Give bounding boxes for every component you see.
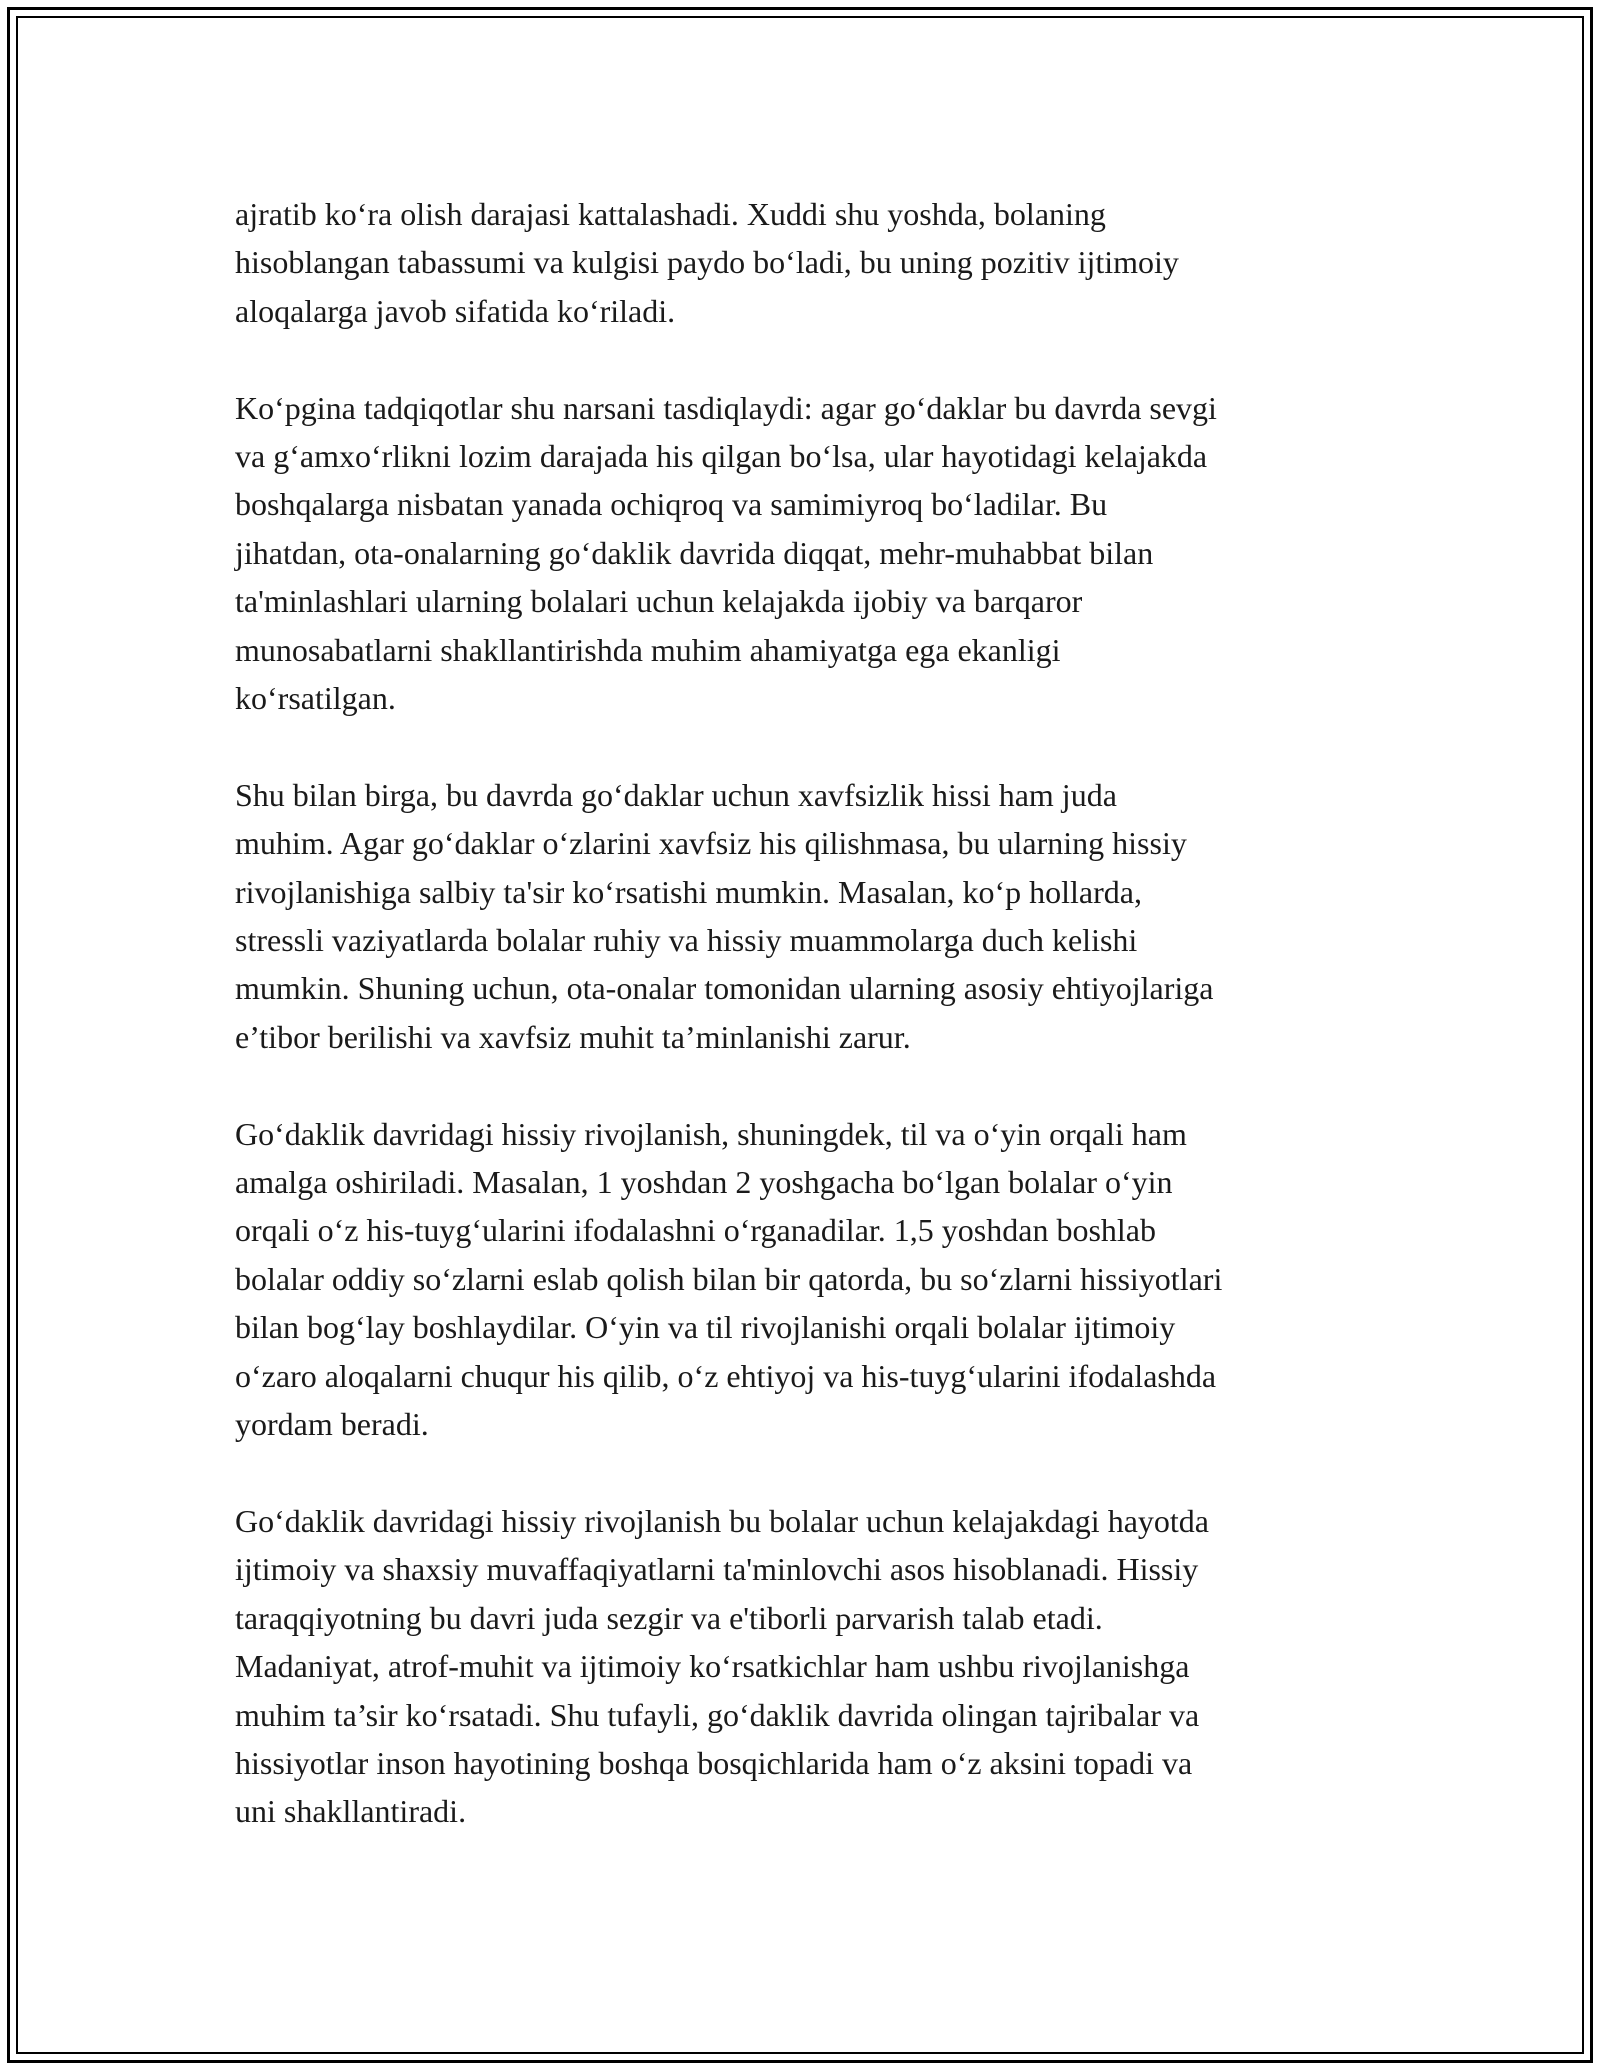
text-line: muhim ta’sir ko‘rsatadi. Shu tufayli, go‘daklik davrida olingan tajribalar va — [235, 1696, 1200, 1733]
text-line: stressli vaziyatlarda bolalar ruhiy va hissiy muammolarga duch kelishi — [235, 922, 1138, 959]
text-line: muhim. Agar go‘daklar o‘zlarini xavfsiz his qilishmasa, bu ularning hissiy — [235, 825, 1187, 862]
paragraph-5 — [235, 1497, 1375, 1836]
text-line: taraqqiyotning bu davri juda sezgir va e'tiborli parvarish talab etadi. — [235, 1599, 1103, 1636]
text-line: ijtimoiy va shaxsiy muvaffaqiyatlarni ta'minlovchi asos hisoblanadi. Hissiy — [235, 1551, 1199, 1588]
text-line: e’tibor berilishi va xavfsiz muhit ta’minlanishi zarur. — [235, 1018, 911, 1055]
text-line: Go‘daklik davridagi hissiy rivojlanish, shuningdek, til va o‘yin orqali ham — [235, 1115, 1187, 1152]
text-line: ko‘rsatilgan. — [235, 680, 396, 717]
text-line: bolalar oddiy so‘zlarni eslab qolish bilan bir qatorda, bu so‘zlarni hissiyotlari — [235, 1260, 1223, 1297]
paragraph-1 — [235, 190, 1375, 335]
text-line: jihatdan, ota-onalarning go‘daklik davrida diqqat, mehr-muhabbat bilan — [235, 534, 1154, 571]
text-line: uni shakllantiradi. — [235, 1793, 467, 1830]
text-line: amalga oshiriladi. Masalan, 1 yoshdan 2 yoshgacha bo‘lgan bolalar o‘yin — [235, 1164, 1173, 1201]
text-line: yordam beradi. — [235, 1406, 429, 1443]
text-line: hisoblangan tabassumi va kulgisi paydo bo‘ladi, bu uning pozitiv ijtimoiy — [235, 244, 1179, 281]
text-line: boshqalarga nisbatan yanada ochiqroq va samimiyroq bo‘ladilar. Bu — [235, 486, 1108, 523]
text-line: munosabatlarni shakllantirishda muhim ahamiyatga ega ekanligi — [235, 631, 1061, 668]
text-line: aloqalarga javob sifatida ko‘riladi. — [235, 292, 676, 329]
text-line: orqali o‘z his-tuyg‘ularini ifodalashni o‘rganadilar. 1,5 yoshdan boshlab — [235, 1212, 1156, 1249]
text-line: Madaniyat, atrof-muhit va ijtimoiy ko‘rsatkichlar ham ushbu rivojlanishga — [235, 1648, 1190, 1685]
text-line: bilan bog‘lay boshlaydilar. O‘yin va til rivojlanishi orqali bolalar ijtimoiy — [235, 1309, 1176, 1346]
paragraph-4 — [235, 1110, 1375, 1449]
text-line: rivojlanishiga salbiy ta'sir ko‘rsatishi mumkin. Masalan, ko‘p hollarda, — [235, 873, 1142, 910]
document-body — [235, 190, 1375, 1884]
text-line: Shu bilan birga, bu davrda go‘daklar uchun xavfsizlik hissi ham juda — [235, 776, 1117, 813]
text-line: Go‘daklik davridagi hissiy rivojlanish bu bolalar uchun kelajakdagi hayotda — [235, 1502, 1209, 1539]
text-line: ta'minlashlari ularning bolalari uchun kelajakda ijobiy va barqaror — [235, 583, 1083, 620]
text-line: o‘zaro aloqalarni chuqur his qilib, o‘z ehtiyoj va his-tuyg‘ularini ifodalashda — [235, 1357, 1217, 1394]
paragraph-2 — [235, 384, 1375, 723]
text-line: hissiyotlar inson hayotining boshqa bosqichlarida ham o‘z aksini topadi va — [235, 1744, 1193, 1781]
text-line: ajratib ko‘ra olish darajasi kattalashadi. Xuddi shu yoshda, bolaning — [235, 196, 1106, 232]
text-line: va g‘amxo‘rlikni lozim darajada his qilgan bo‘lsa, ular hayotidagi kelajakda — [235, 438, 1208, 475]
text-line: Ko‘pgina tadqiqotlar shu narsani tasdiqlaydi: agar go‘daklar bu davrda sevgi — [235, 389, 1217, 426]
text-line: mumkin. Shuning uchun, ota-onalar tomonidan ularning asosiy ehtiyojlariga — [235, 970, 1214, 1007]
paragraph-3 — [235, 771, 1375, 1061]
